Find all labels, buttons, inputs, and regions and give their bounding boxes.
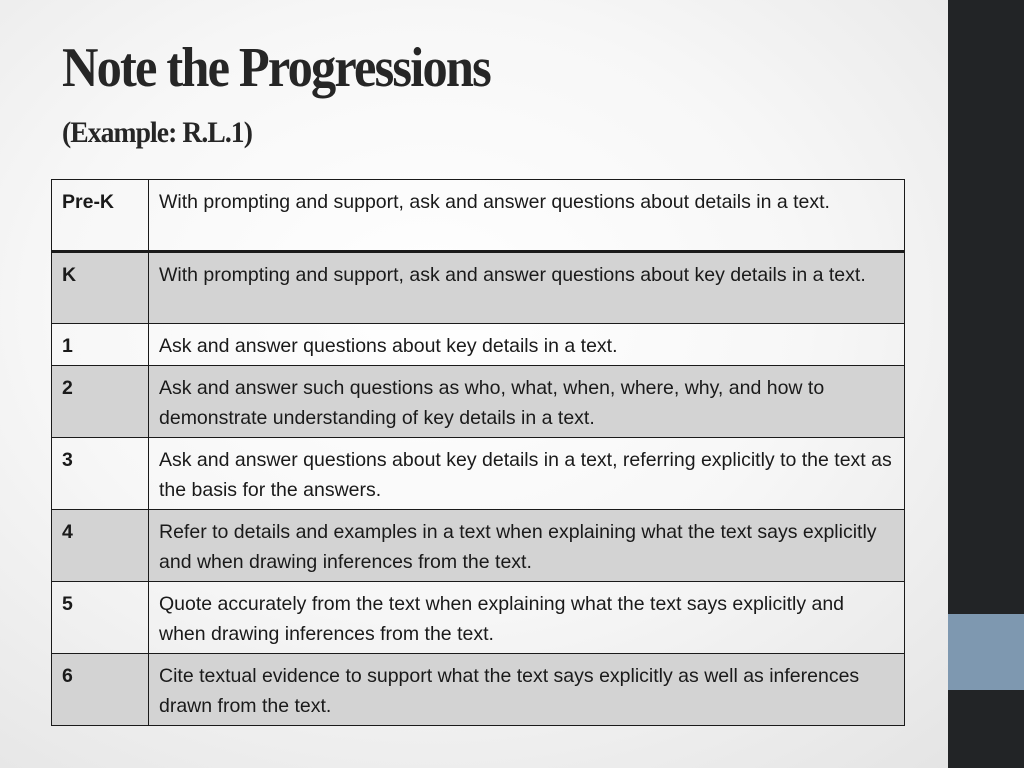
grade-cell: 4 bbox=[52, 510, 149, 582]
table-row bbox=[52, 438, 905, 510]
grade-cell: 2 bbox=[52, 366, 149, 438]
grade-cell: 3 bbox=[52, 438, 149, 510]
standard-text-cell: Quote accurately from the text when explaining what the text says explicitly and when drawing inferences from the text. bbox=[149, 582, 905, 654]
slide-subtitle: (Example: R.L.1) bbox=[62, 116, 252, 149]
side-accent-block bbox=[948, 614, 1024, 690]
standard-text-cell: Ask and answer questions about key details in a text. bbox=[149, 324, 905, 366]
standard-text-cell: Ask and answer such questions as who, what, when, where, why, and how to demonstrate understanding of key details in a text. bbox=[149, 366, 905, 438]
progression-table bbox=[51, 179, 905, 726]
slide-title: Note the Progressions bbox=[62, 37, 490, 99]
standard-text-cell: With prompting and support, ask and answer questions about details in a text. bbox=[149, 180, 905, 252]
standard-text-cell: Refer to details and examples in a text when explaining what the text says explicitly and when drawing inferences from the text. bbox=[149, 510, 905, 582]
grade-cell: K bbox=[52, 252, 149, 324]
standard-text-cell: Ask and answer questions about key details in a text, referring explicitly to the text as the basis for the answers. bbox=[149, 438, 905, 510]
standard-text-cell: With prompting and support, ask and answer questions about key details in a text. bbox=[149, 252, 905, 324]
table-row bbox=[52, 324, 905, 366]
table-row bbox=[52, 180, 905, 252]
table-row bbox=[52, 252, 905, 324]
grade-cell: 1 bbox=[52, 324, 149, 366]
table-row bbox=[52, 366, 905, 438]
standard-text-cell: Cite textual evidence to support what the text says explicitly as well as inferences drawn from the text. bbox=[149, 654, 905, 726]
grade-cell: 6 bbox=[52, 654, 149, 726]
table-row bbox=[52, 582, 905, 654]
grade-cell: Pre-K bbox=[52, 180, 149, 252]
table-row bbox=[52, 654, 905, 726]
table-row bbox=[52, 510, 905, 582]
grade-cell: 5 bbox=[52, 582, 149, 654]
